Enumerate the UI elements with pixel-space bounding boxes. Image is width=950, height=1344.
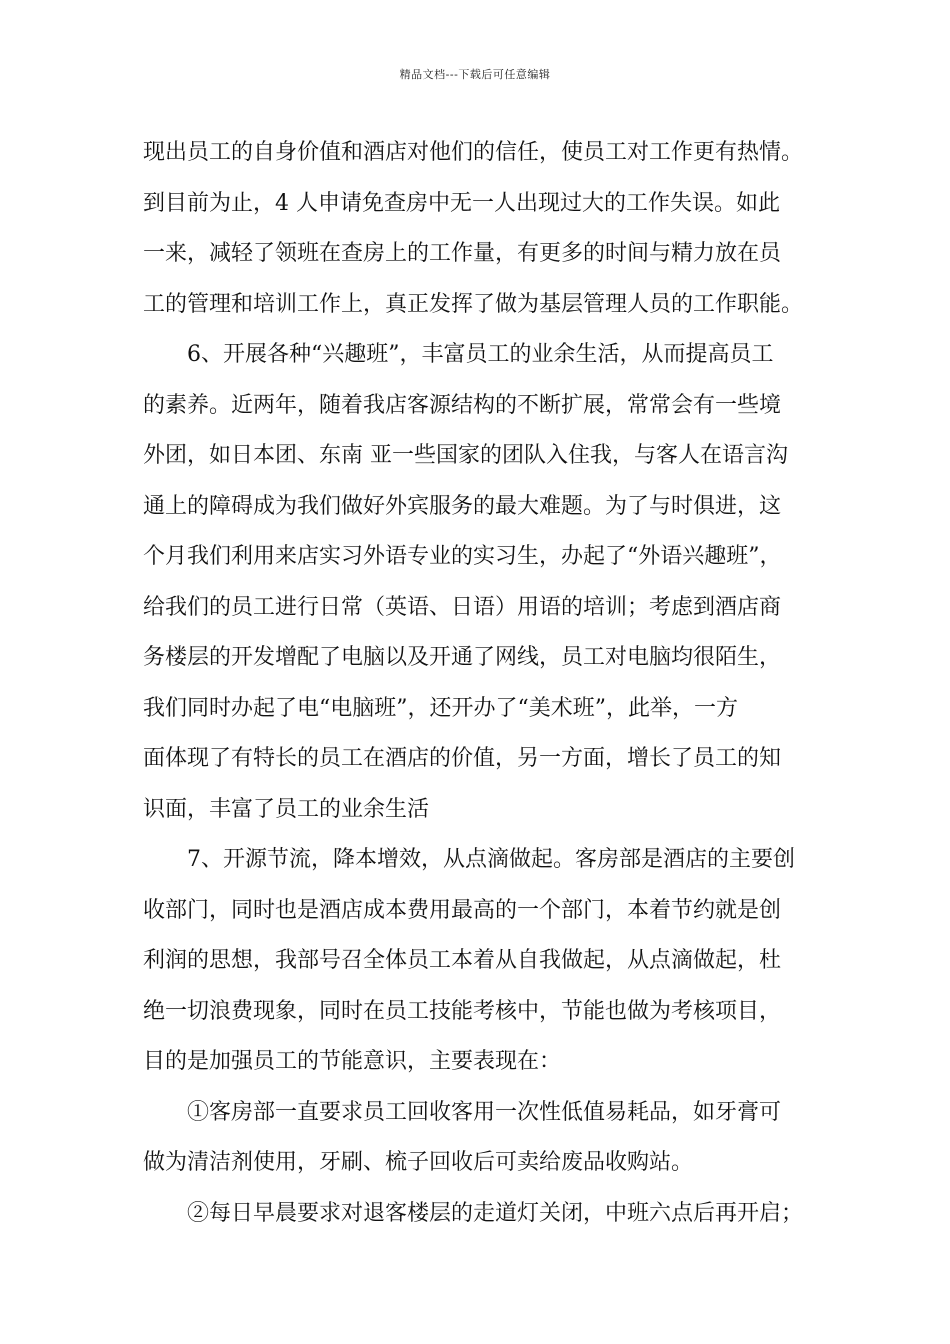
text-line: 识面，丰富了员工的业余生活 [143,796,430,822]
text-line: 现出员工的自身价值和酒店对他们的信任，使员工对工作更有热情。 [143,140,804,165]
text-line: 绝一切浪费现象，同时在员工技能考核中，节能也做为考核项目， [143,998,782,1024]
text-line: 通上的障碍成为我们做好外宾服务的最大难题。为了与时俱进，这 [143,493,782,519]
text-line: 收部门，同时也是酒店成本费用最高的一个部门，本着节约就是创 [143,897,782,923]
page-header: 精品文档---下载后可任意编辑 [399,68,551,81]
text-line: 务楼层的开发增配了电脑以及开通了网线，员工对电脑均很陌生， [143,645,782,670]
text-line: 外团，如日本团、东南 亚一些国家的团队入住我，与客人在语言沟 [143,443,788,468]
text-line: 面体现了有特长的员工在酒店的价值，另一方面，增长了员工的知 [143,746,782,771]
text-line: 做为清洁剂使用，牙刷、梳子回收后可卖给废品收购站。 [143,1150,694,1175]
text-line: 的素养。近两年，随着我店客源结构的不断扩展，常常会有一些境 [143,392,782,418]
text-line: 个月我们利用来店实习外语专业的实习生，办起了“外语兴趣班”， [143,544,782,569]
text-line: 到目前为止，4 人申请免查房中无一人出现过大的工作失误。如此 [143,190,780,216]
text-line: 工的管理和培训工作上，真正发挥了做为基层管理人员的工作职能。 [143,291,804,317]
text-line: 目的是加强员工的节能意识，主要表现在： [143,1049,562,1074]
text-line: 我们同时办起了电“电脑班”，还开办了“美术班”，此举，一方 [143,695,738,721]
text-line: 给我们的员工进行日常（英语、日语）用语的培训；考虑到酒店商 [143,594,782,620]
body-text [143,128,833,1239]
text-line: 一来，减轻了领班在查房上的工作量，有更多的时间与精力放在员 [143,241,782,266]
text-line: ②每日早晨要求对退客楼层的走道灯关闭，中班六点后再开启； [187,1200,804,1226]
text-line: 6、开展各种“兴趣班”，丰富员工的业余生活，从而提高员工 [187,342,774,367]
text-line: 利润的思想，我部号召全体员工本着从自我做起，从点滴做起，杜 [143,948,782,973]
text-line: ①客房部一直要求员工回收客用一次性低值易耗品，如牙膏可 [187,1099,782,1125]
text-line: 7、开源节流，降本增效，从点滴做起。客房部是酒店的主要创 [187,847,795,872]
